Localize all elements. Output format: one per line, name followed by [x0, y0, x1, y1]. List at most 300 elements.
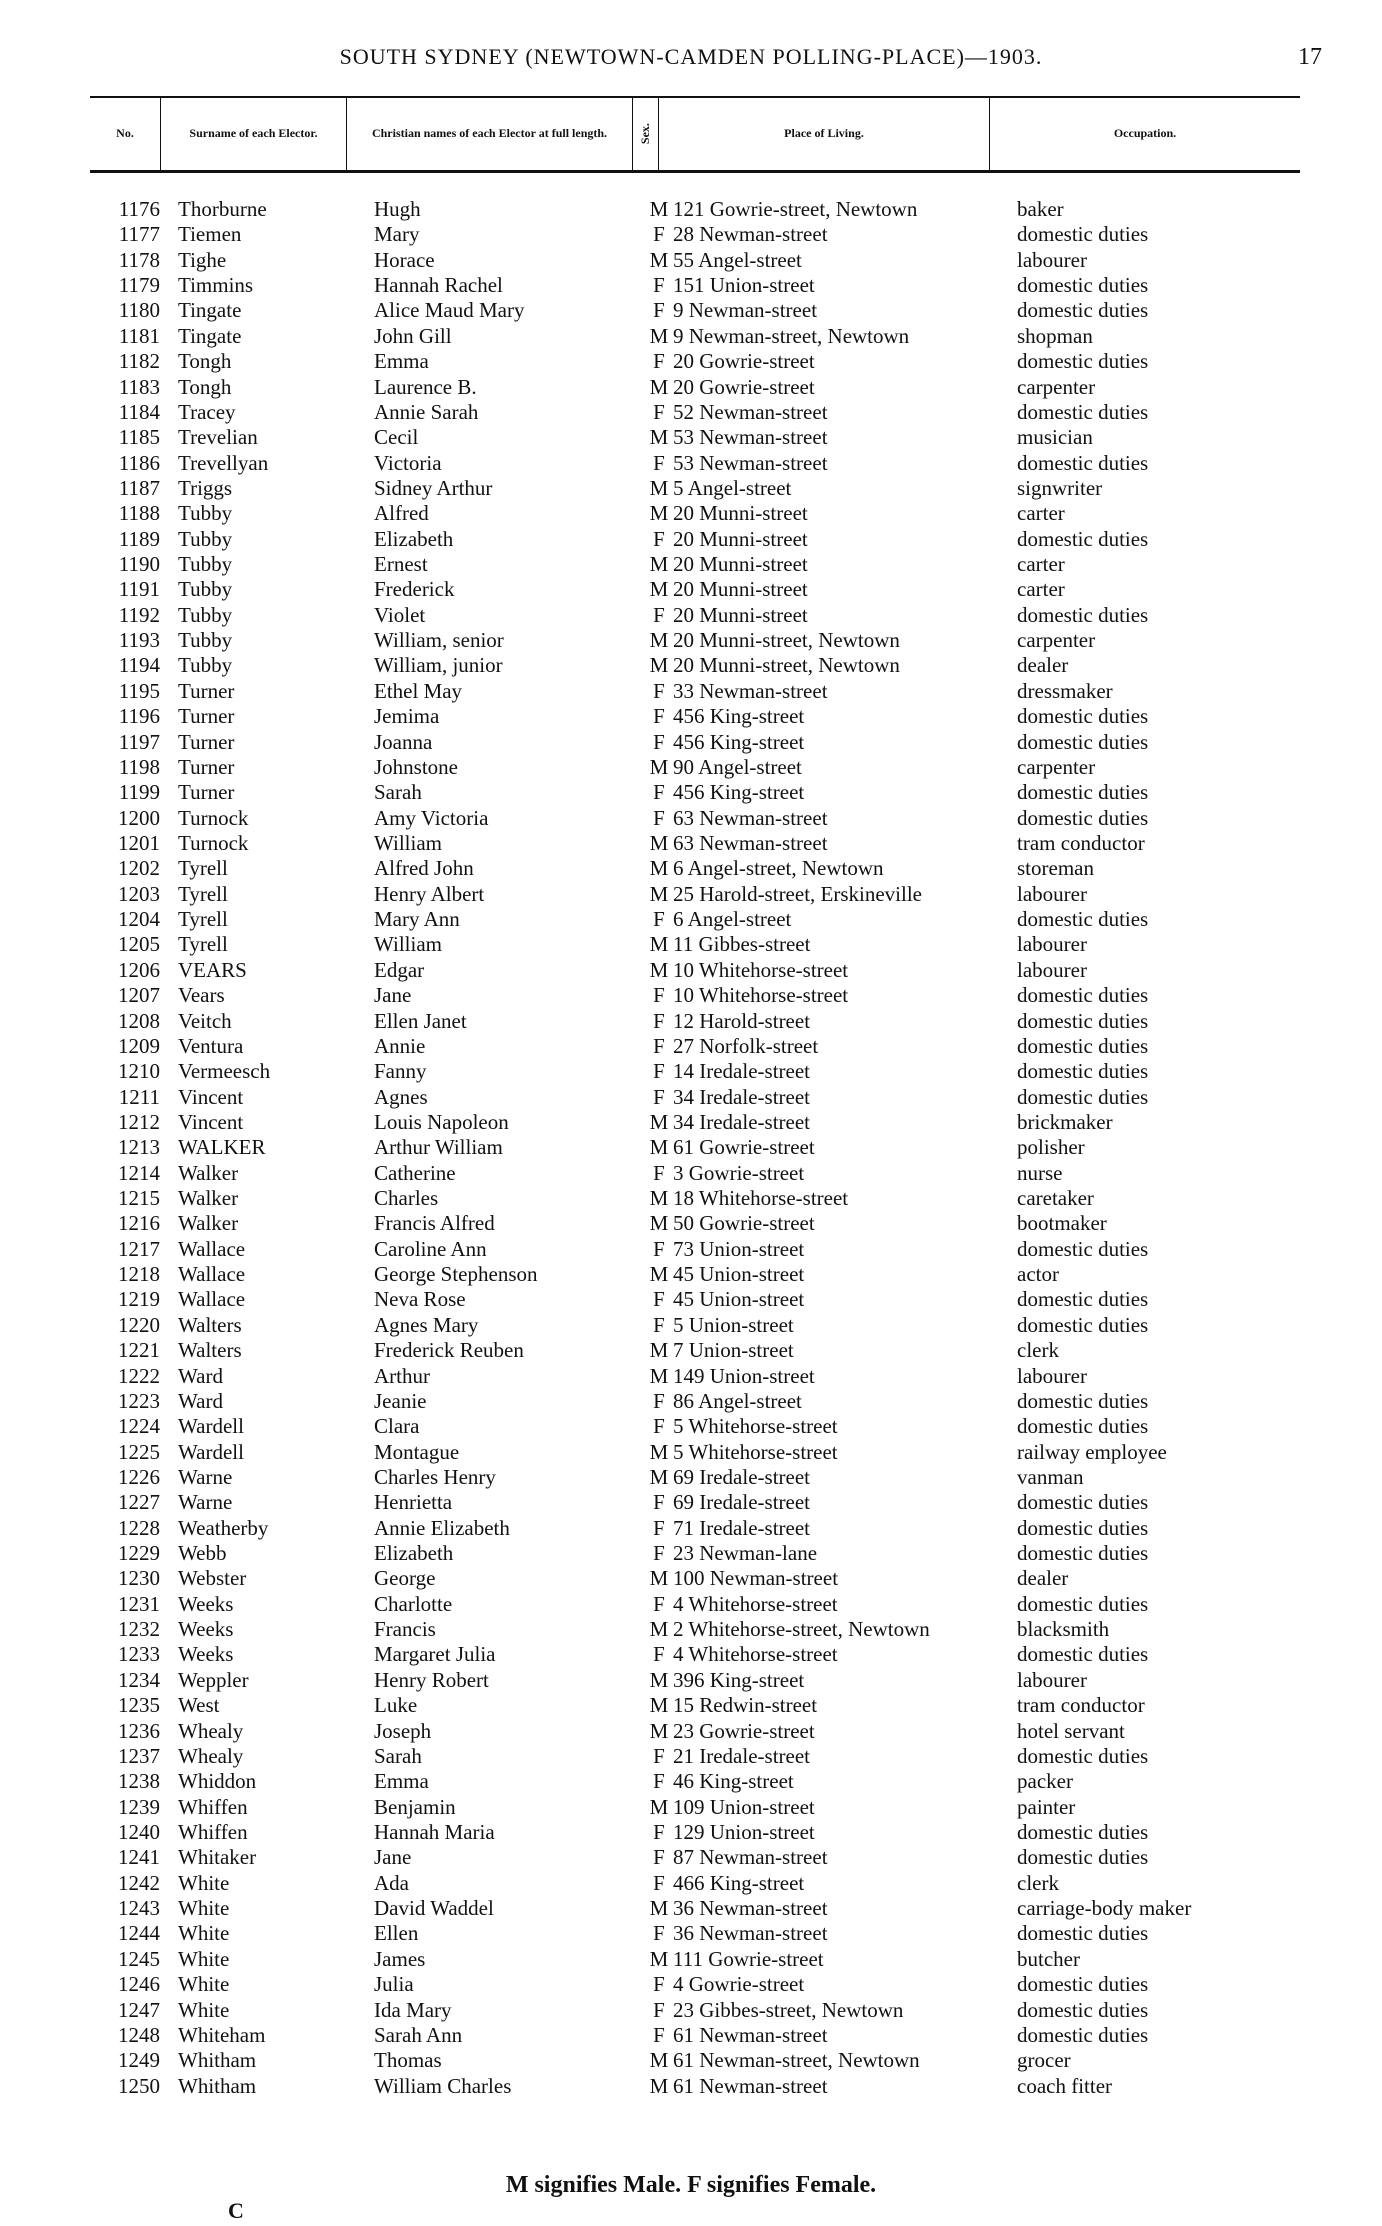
elector-place: 20 Gowrie-street: [673, 374, 815, 399]
elector-number: 1210: [118, 1059, 160, 1084]
table-row: [80, 349, 1320, 374]
elector-number: 1179: [118, 273, 160, 298]
elector-place: 4 Whitehorse-street: [673, 1591, 838, 1616]
elector-sex: F: [653, 399, 665, 424]
table-row: [80, 1566, 1320, 1591]
elector-occupation: labourer: [1017, 247, 1087, 272]
elector-christian-names: David Waddel: [374, 1896, 494, 1921]
table-row: [80, 1440, 1320, 1465]
elector-number: 1178: [118, 247, 160, 272]
table-row: [80, 1161, 1320, 1186]
elector-surname: White: [178, 1946, 230, 1971]
table-row: [80, 2074, 1320, 2099]
elector-place: 5 Union-street: [673, 1312, 794, 1337]
elector-occupation: domestic duties: [1017, 450, 1149, 475]
elector-surname: Weeks: [178, 1642, 234, 1667]
table-row: [80, 1719, 1320, 1744]
elector-place: 34 Iredale-street: [673, 1084, 811, 1109]
elector-place: 23 Newman-lane: [673, 1541, 818, 1566]
elector-christian-names: Mary Ann: [374, 907, 460, 932]
table-row: [80, 400, 1320, 425]
elector-sex: M: [649, 552, 669, 577]
table-row: [80, 1313, 1320, 1338]
elector-surname: Tyrell: [178, 881, 228, 906]
elector-occupation: shopman: [1017, 323, 1093, 348]
elector-surname: VEARS: [178, 957, 247, 982]
elector-place: 9 Newman-street: [673, 298, 818, 323]
elector-place: 109 Union-street: [673, 1794, 815, 1819]
elector-christian-names: William Charles: [374, 2073, 512, 2098]
elector-number: 1227: [118, 1490, 160, 1515]
elector-surname: Weeks: [178, 1617, 234, 1642]
elector-occupation: grocer: [1017, 2048, 1071, 2073]
elector-occupation: domestic duties: [1017, 983, 1149, 1008]
elector-number: 1186: [118, 450, 160, 475]
elector-surname: Tubby: [178, 526, 233, 551]
table-row: [80, 1186, 1320, 1211]
elector-christian-names: Agnes: [374, 1084, 428, 1109]
elector-christian-names: William: [374, 830, 442, 855]
elector-sex: F: [653, 222, 665, 247]
elector-place: 6 Angel-street, Newtown: [673, 856, 884, 881]
elector-surname: Tongh: [178, 349, 232, 374]
elector-sex: M: [649, 1667, 669, 1692]
elector-sex: F: [653, 1515, 665, 1540]
elector-christian-names: Charles: [374, 1186, 439, 1211]
elector-number: 1234: [118, 1667, 160, 1692]
elector-occupation: clerk: [1017, 1338, 1059, 1363]
elector-surname: Whitham: [178, 2048, 257, 2073]
elector-occupation: domestic duties: [1017, 1541, 1149, 1566]
elector-number: 1247: [118, 1997, 160, 2022]
table-row: [80, 1947, 1320, 1972]
elector-surname: Warne: [178, 1464, 233, 1489]
elector-place: 61 Newman-street: [673, 2022, 828, 2047]
elector-number: 1196: [118, 704, 160, 729]
elector-number: 1184: [118, 399, 160, 424]
elector-sex: F: [653, 1033, 665, 1058]
elector-place: 46 King-street: [673, 1769, 794, 1794]
elector-surname: Tighe: [178, 247, 227, 272]
elector-surname: Webster: [178, 1566, 247, 1591]
elector-occupation: labourer: [1017, 957, 1087, 982]
elector-sex: M: [649, 856, 669, 881]
elector-place: 61 Newman-street, Newtown: [673, 2048, 920, 2073]
elector-sex: M: [649, 881, 669, 906]
table-row: [80, 704, 1320, 729]
elector-occupation: tram conductor: [1017, 830, 1145, 855]
elector-occupation: domestic duties: [1017, 1743, 1149, 1768]
elector-christian-names: Ellen Janet: [374, 1008, 467, 1033]
elector-number: 1212: [118, 1109, 160, 1134]
table-row: [80, 1364, 1320, 1389]
elector-surname: Walker: [178, 1160, 239, 1185]
elector-christian-names: James: [374, 1946, 426, 1971]
elector-surname: Tyrell: [178, 907, 228, 932]
elector-occupation: storeman: [1017, 856, 1094, 881]
page-number: 17: [1298, 44, 1322, 70]
signature-mark: C: [228, 2198, 244, 2223]
elector-occupation: dealer: [1017, 653, 1069, 678]
elector-surname: Tingate: [178, 323, 242, 348]
elector-christian-names: Charlotte: [374, 1591, 453, 1616]
elector-surname: Turnock: [178, 830, 249, 855]
elector-place: 45 Union-street: [673, 1287, 805, 1312]
elector-occupation: actor: [1017, 1262, 1059, 1287]
elector-christian-names: Cecil: [374, 425, 419, 450]
table-row: [80, 1972, 1320, 1997]
elector-place: 69 Iredale-street: [673, 1464, 811, 1489]
elector-number: 1217: [118, 1236, 160, 1261]
table-row: [80, 1541, 1320, 1566]
elector-surname: White: [178, 1921, 230, 1946]
elector-christian-names: Jeanie: [374, 1388, 427, 1413]
elector-sex: F: [653, 1008, 665, 1033]
elector-place: 4 Gowrie-street: [673, 1972, 805, 1997]
elector-place: 121 Gowrie-street, Newtown: [673, 197, 918, 221]
elector-surname: Wardell: [178, 1439, 244, 1464]
elector-surname: Turner: [178, 780, 235, 805]
elector-occupation: domestic duties: [1017, 526, 1149, 551]
elector-place: 6 Angel-street: [673, 907, 792, 932]
elector-sex: M: [649, 957, 669, 982]
elector-sex: F: [653, 349, 665, 374]
elector-sex: F: [653, 1870, 665, 1895]
elector-occupation: domestic duties: [1017, 1642, 1149, 1667]
elector-christian-names: Margaret Julia: [374, 1642, 496, 1667]
elector-number: 1207: [118, 983, 160, 1008]
elector-number: 1206: [118, 957, 160, 982]
elector-number: 1203: [118, 881, 160, 906]
table-row: [80, 1998, 1320, 2023]
elector-number: 1202: [118, 856, 160, 881]
elector-surname: Vincent: [178, 1084, 244, 1109]
elector-surname: Whiteham: [178, 2022, 266, 2047]
elector-sex: M: [649, 1896, 669, 1921]
table-row: [80, 882, 1320, 907]
table-row: [80, 653, 1320, 678]
elector-sex: F: [653, 1059, 665, 1084]
elector-occupation: carriage-body maker: [1017, 1896, 1192, 1921]
elector-number: 1194: [118, 653, 160, 678]
elector-sex: M: [649, 2048, 669, 2073]
elector-number: 1231: [118, 1591, 160, 1616]
elector-christian-names: Caroline Ann: [374, 1236, 487, 1261]
elector-number: 1200: [118, 805, 160, 830]
elector-place: 36 Newman-street: [673, 1896, 828, 1921]
elector-occupation: labourer: [1017, 1363, 1087, 1388]
elector-christian-names: George Stephenson: [374, 1262, 538, 1287]
elector-sex: F: [653, 273, 665, 298]
elector-place: 53 Newman-street: [673, 425, 828, 450]
elector-place: 33 Newman-street: [673, 678, 828, 703]
elector-christian-names: Horace: [374, 247, 435, 272]
elector-christian-names: Jane: [374, 983, 412, 1008]
table-row: [80, 2023, 1320, 2048]
elector-surname: Tubby: [178, 653, 233, 678]
elector-number: 1224: [118, 1414, 160, 1439]
elector-christian-names: Benjamin: [374, 1794, 456, 1819]
elector-number: 1199: [118, 780, 160, 805]
elector-surname: Tubby: [178, 552, 233, 577]
elector-occupation: domestic duties: [1017, 780, 1149, 805]
elector-christian-names: Laurence B.: [374, 374, 477, 399]
elector-occupation: carpenter: [1017, 628, 1096, 653]
table-row: [80, 603, 1320, 628]
elector-surname: Wardell: [178, 1414, 244, 1439]
table-row: [80, 1921, 1320, 1946]
elector-place: 5 Whitehorse-street: [673, 1439, 838, 1464]
elector-sex: F: [653, 704, 665, 729]
elector-number: 1235: [118, 1693, 160, 1718]
elector-place: 11 Gibbes-street: [673, 932, 811, 957]
elector-sex: M: [649, 1566, 669, 1591]
elector-christian-names: Alfred John: [374, 856, 474, 881]
elector-surname: Veitch: [178, 1008, 232, 1033]
elector-occupation: painter: [1017, 1794, 1076, 1819]
elector-occupation: domestic duties: [1017, 602, 1149, 627]
elector-occupation: labourer: [1017, 932, 1087, 957]
table-row: [80, 577, 1320, 602]
elector-christian-names: Hannah Maria: [374, 1820, 495, 1844]
elector-christian-names: William, senior: [374, 628, 504, 653]
table-row: [80, 1338, 1320, 1363]
elector-number: 1221: [118, 1338, 160, 1363]
elector-place: 20 Munni-street: [673, 577, 808, 602]
elector-place: 73 Union-street: [673, 1236, 805, 1261]
elector-sex: M: [649, 1338, 669, 1363]
elector-surname: Whiffen: [178, 1820, 248, 1844]
elector-surname: Turner: [178, 704, 235, 729]
elector-number: 1222: [118, 1363, 160, 1388]
elector-sex: M: [649, 425, 669, 450]
elector-christian-names: Alice Maud Mary: [374, 298, 525, 323]
elector-sex: M: [649, 1363, 669, 1388]
elector-christian-names: Ida Mary: [374, 1997, 452, 2022]
table-row: [80, 298, 1320, 323]
table-row: [80, 1135, 1320, 1160]
elector-place: 63 Newman-street: [673, 805, 828, 830]
table-row: [80, 1034, 1320, 1059]
elector-place: 36 Newman-street: [673, 1921, 828, 1946]
elector-occupation: carter: [1017, 552, 1065, 577]
elector-place: 86 Angel-street: [673, 1388, 802, 1413]
elector-sex: M: [649, 1464, 669, 1489]
elector-place: 20 Munni-street: [673, 526, 808, 551]
elector-sex: M: [649, 475, 669, 500]
elector-sex: F: [653, 678, 665, 703]
elector-number: 1225: [118, 1439, 160, 1464]
table-row: [80, 1871, 1320, 1896]
elector-christian-names: Violet: [374, 602, 426, 627]
elector-place: 20 Munni-street: [673, 552, 808, 577]
elector-number: 1176: [118, 197, 160, 221]
elector-surname: Triggs: [178, 475, 233, 500]
elector-number: 1182: [118, 349, 160, 374]
elector-surname: Walters: [178, 1338, 242, 1363]
elector-surname: Tingate: [178, 298, 242, 323]
elector-christian-names: Francis Alfred: [374, 1211, 495, 1236]
elector-occupation: domestic duties: [1017, 1008, 1149, 1033]
elector-place: 27 Norfolk-street: [673, 1033, 819, 1058]
elector-surname: Wallace: [178, 1236, 246, 1261]
elector-christian-names: Montague: [374, 1439, 460, 1464]
table-row: [80, 324, 1320, 349]
elector-christian-names: Emma: [374, 349, 429, 374]
table-row: [80, 1490, 1320, 1515]
elector-sex: M: [649, 1693, 669, 1718]
elector-sex: F: [653, 1236, 665, 1261]
elector-occupation: domestic duties: [1017, 273, 1149, 298]
elector-surname: Tyrell: [178, 932, 228, 957]
elector-number: 1232: [118, 1617, 160, 1642]
elector-number: 1191: [118, 577, 160, 602]
table-row: [80, 1516, 1320, 1541]
elector-christian-names: Sarah Ann: [374, 2022, 463, 2047]
elector-surname: West: [178, 1693, 220, 1718]
elector-christian-names: Henry Albert: [374, 881, 485, 906]
elector-occupation: domestic duties: [1017, 907, 1149, 932]
elector-occupation: domestic duties: [1017, 1490, 1149, 1515]
elector-place: 23 Gibbes-street, Newtown: [673, 1997, 904, 2022]
elector-occupation: brickmaker: [1017, 1109, 1113, 1134]
elector-number: 1244: [118, 1921, 160, 1946]
elector-surname: Whealy: [178, 1718, 244, 1743]
table-row: [80, 932, 1320, 957]
elector-number: 1205: [118, 932, 160, 957]
elector-sex: M: [649, 1794, 669, 1819]
header-no: No.: [90, 98, 161, 170]
elector-occupation: hotel servant: [1017, 1718, 1125, 1743]
elector-christian-names: Charles Henry: [374, 1464, 496, 1489]
elector-surname: Vincent: [178, 1109, 244, 1134]
elector-place: 129 Union-street: [673, 1820, 815, 1844]
elector-occupation: domestic duties: [1017, 1287, 1149, 1312]
elector-place: 87 Newman-street: [673, 1845, 828, 1870]
elector-sex: M: [649, 577, 669, 602]
elector-number: 1249: [118, 2048, 160, 2073]
elector-number: 1246: [118, 1972, 160, 1997]
elector-number: 1250: [118, 2073, 160, 2098]
elector-sex: M: [649, 1617, 669, 1642]
elector-occupation: polisher: [1017, 1135, 1085, 1160]
elector-surname: Walters: [178, 1312, 242, 1337]
table-row: [80, 831, 1320, 856]
elector-sex: F: [653, 1388, 665, 1413]
elector-place: 20 Munni-street, Newtown: [673, 653, 900, 678]
elector-surname: Warne: [178, 1490, 233, 1515]
elector-occupation: carter: [1017, 577, 1065, 602]
elector-occupation: domestic duties: [1017, 1997, 1149, 2022]
elector-number: 1241: [118, 1845, 160, 1870]
elector-number: 1245: [118, 1946, 160, 1971]
elector-occupation: railway employee: [1017, 1439, 1167, 1464]
elector-sex: F: [653, 907, 665, 932]
elector-surname: Ward: [178, 1363, 223, 1388]
elector-number: 1209: [118, 1033, 160, 1058]
page-title: SOUTH SYDNEY (NEWTOWN-CAMDEN POLLING-PLACE)—1903.: [339, 44, 1043, 69]
table-row: [80, 907, 1320, 932]
elector-place: 20 Munni-street, Newtown: [673, 628, 900, 653]
elector-occupation: carpenter: [1017, 374, 1096, 399]
elector-place: 7 Union-street: [673, 1338, 794, 1363]
header-occupation: Occupation.: [1113, 126, 1177, 141]
elector-surname: Trevelian: [178, 425, 258, 450]
elector-sex: M: [649, 1109, 669, 1134]
elector-christian-names: Annie Elizabeth: [374, 1515, 510, 1540]
elector-place: 61 Gowrie-street: [673, 1135, 815, 1160]
elector-christian-names: Clara: [374, 1414, 420, 1439]
elector-number: 1242: [118, 1870, 160, 1895]
elector-surname: Weatherby: [178, 1515, 269, 1540]
elector-sex: M: [649, 1718, 669, 1743]
elector-place: 2 Whitehorse-street, Newtown: [673, 1617, 930, 1642]
elector-christian-names: Johnstone: [374, 754, 458, 779]
elector-occupation: dealer: [1017, 1566, 1069, 1591]
elector-christian-names: Henry Robert: [374, 1667, 489, 1692]
elector-christian-names: Annie Sarah: [374, 399, 479, 424]
elector-christian-names: Jane: [374, 1845, 412, 1870]
elector-sex: M: [649, 247, 669, 272]
elector-place: 14 Iredale-street: [673, 1059, 811, 1084]
elector-surname: Timmins: [178, 273, 254, 298]
elector-surname: Thorburne: [178, 197, 267, 221]
elector-occupation: nurse: [1017, 1160, 1063, 1185]
elector-number: 1198: [118, 754, 160, 779]
elector-occupation: domestic duties: [1017, 1033, 1149, 1058]
elector-number: 1211: [118, 1084, 160, 1109]
elector-sex: M: [649, 323, 669, 348]
elector-occupation: domestic duties: [1017, 222, 1149, 247]
elector-christian-names: Annie: [374, 1033, 426, 1058]
elector-sex: M: [649, 1439, 669, 1464]
elector-surname: Weeks: [178, 1591, 234, 1616]
table-row: [80, 1211, 1320, 1236]
table-row: [80, 527, 1320, 552]
elector-place: 5 Whitehorse-street: [673, 1414, 838, 1439]
header-sex-label: Sex.: [637, 123, 652, 145]
elector-number: 1239: [118, 1794, 160, 1819]
elector-sex: F: [653, 1921, 665, 1946]
elector-number: 1208: [118, 1008, 160, 1033]
elector-surname: Ward: [178, 1388, 223, 1413]
table-row: [80, 375, 1320, 400]
table-row: [80, 1262, 1320, 1287]
elector-place: 71 Iredale-street: [673, 1515, 811, 1540]
table-row: [80, 1820, 1320, 1845]
elector-surname: Webb: [178, 1541, 227, 1566]
elector-place: 456 King-street: [673, 729, 805, 754]
elector-sex: M: [649, 1135, 669, 1160]
table-row: [80, 451, 1320, 476]
elector-christian-names: Arthur: [374, 1363, 430, 1388]
elector-sex: F: [653, 1160, 665, 1185]
elector-christian-names: Luke: [374, 1693, 418, 1718]
elector-sex: M: [649, 628, 669, 653]
elector-sex: F: [653, 1084, 665, 1109]
elector-christian-names: Frederick Reuben: [374, 1338, 524, 1363]
elector-surname: Tyrell: [178, 856, 228, 881]
elector-surname: Tubby: [178, 501, 233, 526]
table-row: [80, 1465, 1320, 1490]
elector-occupation: domestic duties: [1017, 349, 1149, 374]
elector-christian-names: Mary: [374, 222, 420, 247]
elector-surname: Walker: [178, 1211, 239, 1236]
header-surname: Surname of each Elector.: [161, 98, 347, 170]
table-row: [80, 222, 1320, 247]
elector-place: 12 Harold-street: [673, 1008, 811, 1033]
elector-christian-names: William, junior: [374, 653, 503, 678]
